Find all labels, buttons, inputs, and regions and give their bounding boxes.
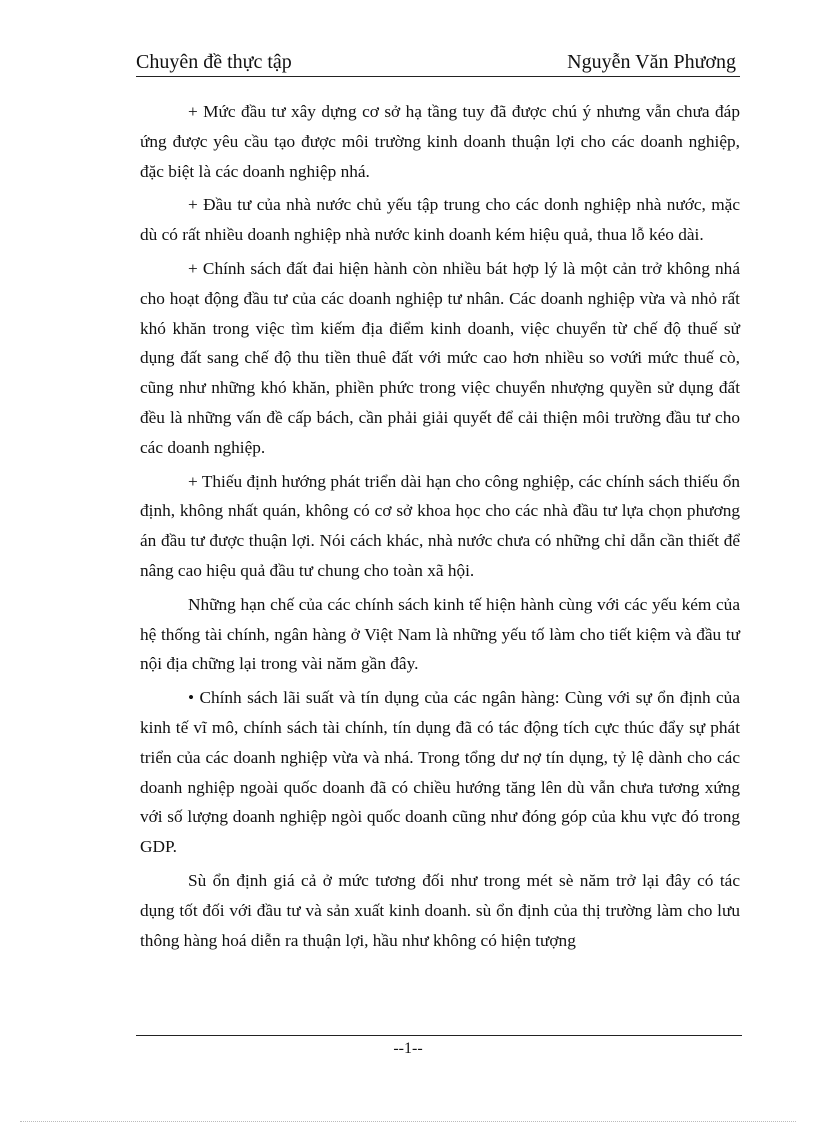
paragraph-land-policy: + Chính sách đất đai hiện hành còn nhiều bát hợp lý là một cản trở không nhá cho hoạt động đầu tư của các doanh nghiệp tư nhân. Các doanh nghiệp vừa và nhỏ rất khó khăn trong việc tìm kiếm địa điểm kinh doanh, việc chuyển từ chế độ thuế sử dụng đất sang chế độ thu tiền thuê đất với mức cao hơn nhiều so vơứi mức thuế cò, cũng như những khó khăn, phiền phức trong việc chuyển nhượng quyền sử dụng đất đều là những vấn đề cấp bách, cần phải giải quyết để cải thiện môi trường đầu tư cho các doanh nghiệp.	[140, 258, 740, 457]
paragraph-state-investment: + Đầu tư của nhà nước chủ yếu tập trung cho các donh nghiệp nhà nước, mặc dù có rất nhiều doanh nghiệp nhà nước kinh doanh kém hiệu quả, thua lỗ kéo dài.	[140, 195, 740, 245]
page-bottom-edge	[20, 1121, 796, 1122]
paragraph-price-stability: Sù ổn định giá cả ở mức tương đối như trong mét sè năm trở lại đây có tác dụng tốt đối với đầu tư và sản xuất kinh doanh. sù ổn định của thị trường làm cho lưu thông hàng hoá diễn ra thuận lợi, hầu như không có hiện tượng	[140, 870, 740, 950]
header-title: Chuyên đề thực tập	[136, 51, 292, 73]
page-number: --1--	[393, 1040, 423, 1057]
paragraph-limitations: Những hạn chế của các chính sách kinh tế hiện hành cùng với các yếu kém của hệ thống tài chính, ngân hàng ở Việt Nam là những yếu tố làm cho tiết kiệm và đầu tư nội địa chững lại trong vài năm gần đây.	[140, 594, 740, 674]
page-header	[136, 48, 740, 77]
paragraph-industrial-strategy: + Thiếu định hướng phát triển dài hạn cho công nghiệp, các chính sách thiếu ổn định, không nhất quán, không có cơ sở khoa học cho các nhà đầu tư lựa chọn phương án đầu tư được thuận lợi. Nói cách khác, nhà nước chưa có những chỉ dẫn cần thiết để nâng cao hiệu quả đầu tư chung cho toàn xã hội.	[140, 471, 740, 580]
footer-divider	[136, 1035, 742, 1036]
paragraph-infrastructure: + Mức đầu tư xây dựng cơ sở hạ tầng tuy đã được chú ý nhưng vẫn chưa đáp ứng được yêu cầu tạo được môi trường kinh doanh thuận lợi cho các doanh nghiệp, đặc biệt là các doanh nghiệp nhá.	[140, 102, 740, 181]
header-author: Nguyễn Văn Phương	[567, 51, 736, 73]
document-body	[140, 97, 740, 959]
paragraph-interest-credit: • Chính sách lãi suất và tín dụng của các ngân hàng: Cùng với sự ổn định của kinh tế vĩ mô, chính sách tài chính, tín dụng đã có tác động tích cực thúc đẩy sự phát triển của các doanh nghiệp vừa và nhá. Trong tổng dư nợ tín dụng, tỷ lệ dành cho các doanh nghiệp ngoài quốc doanh đã có chiều hướng tăng lên dù vẫn chưa tương xứng với số lượng doanh nghiệp ngòi quốc doanh cũng như đóng góp của khu vực đó trong GDP.	[140, 688, 740, 857]
